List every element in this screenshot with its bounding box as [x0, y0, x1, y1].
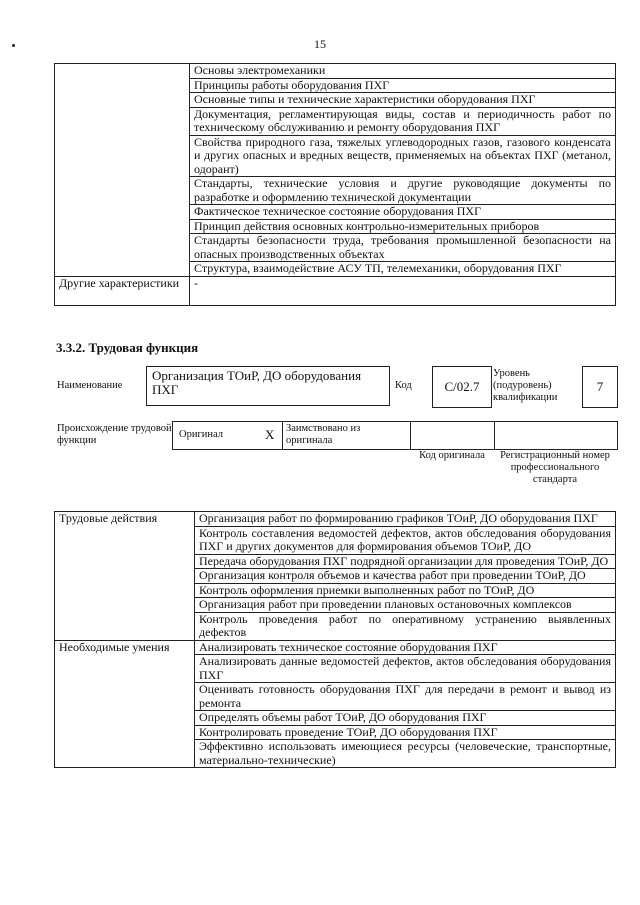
knowledge-item: Стандарты безопасности труда, требования промышленной безопасности на опасных производственных объектах — [190, 234, 616, 262]
original-mark: X — [265, 427, 275, 442]
origin-label: Происхождение трудовой функции — [57, 423, 172, 446]
reg-number-cell — [495, 422, 617, 449]
labor-action-item: Передача оборудования ПХГ подрядной организации для проведения ТОиР, ДО — [195, 554, 616, 569]
code-original-label: Код оригинала — [419, 450, 485, 461]
labor-action-item: Организация работ при проведении плановых остановочных комплексов — [195, 598, 616, 613]
labor-action-item: Контроль оформления приемки выполненных работ по ТОиР, ДО — [195, 583, 616, 598]
borrowed-label: Заимствовано из оригинала — [286, 423, 361, 446]
level-value-box: 7 — [582, 366, 618, 408]
other-characteristics-value: - — [190, 276, 616, 305]
labor-table — [54, 511, 616, 768]
knowledge-item: Документация, регламентирующая виды, состав и периодичность работ по техническому обслуживанию и ремонту оборудования ПХГ — [190, 107, 616, 135]
table-row — [55, 64, 616, 79]
skill-item: Определять объемы работ ТОиР, ДО оборудования ПХГ — [195, 711, 616, 726]
code-label: Код — [395, 380, 412, 391]
code-original-cell — [411, 422, 495, 449]
table-row — [55, 512, 616, 527]
page-number: 15 — [314, 37, 326, 51]
skill-item: Анализировать данные ведомостей дефектов, актов обследования оборудования ПХГ — [195, 655, 616, 683]
skill-item: Эффективно использовать имеющиеся ресурсы (человеческие, транспортные, материально-технические) — [195, 740, 616, 768]
original-label: Оригинал — [179, 429, 223, 440]
skill-item: Анализировать техническое состояние оборудования ПХГ — [195, 640, 616, 655]
knowledge-label-cell — [55, 64, 190, 277]
knowledge-item: Фактическое техническое состояние оборудования ПХГ — [190, 205, 616, 220]
level-label: Уровень (подуровень) квалификации — [493, 368, 558, 403]
labor-action-item: Контроль проведения работ по оперативному устранению выявленных дефектов — [195, 612, 616, 640]
skills-label: Необходимые умения — [55, 640, 195, 768]
table-row — [55, 640, 616, 655]
knowledge-item: Свойства природного газа, тяжелых углеводородных газов, газового конденсата и других опасных и вредных веществ, применяемых на объектах ПХГ (метанол, одорант) — [190, 135, 616, 177]
knowledge-item: Принцип действия основных контрольно-измерительных приборов — [190, 219, 616, 234]
code-value-box: C/02.7 — [432, 366, 492, 408]
table-row — [55, 276, 616, 305]
labor-action-item: Организация контроля объемов и качества работ при проведении ТОиР, ДО — [195, 569, 616, 584]
knowledge-item: Основы электромеханики — [190, 64, 616, 79]
knowledge-item: Принципы работы оборудования ПХГ — [190, 78, 616, 93]
name-value-box: Организация ТОиР, ДО оборудования ПХГ — [146, 366, 390, 406]
labor-action-item: Организация работ по формированию графиков ТОиР, ДО оборудования ПХГ — [195, 512, 616, 527]
skill-item: Оценивать готовность оборудования ПХГ для передачи в ремонт и вывод из ремонта — [195, 683, 616, 711]
labor-actions-label: Трудовые действия — [55, 512, 195, 641]
skill-item: Контролировать проведение ТОиР, ДО оборудования ПХГ — [195, 725, 616, 740]
other-characteristics-label: Другие характеристики — [55, 276, 190, 305]
knowledge-item: Структура, взаимодействие АСУ ТП, телемеханики, оборудования ПХГ — [190, 262, 616, 277]
section-title: 3.3.2. Трудовая функция — [56, 340, 199, 355]
knowledge-item: Основные типы и технические характеристики оборудования ПХГ — [190, 93, 616, 108]
borrowed-cell — [283, 422, 411, 449]
knowledge-table — [54, 63, 616, 306]
labor-action-item: Контроль составления ведомостей дефектов, актов обследования оборудования ПХГ и других документов для формирования объемов ТОиР, ДО — [195, 526, 616, 554]
knowledge-item: Стандарты, технические условия и другие руководящие документы по разработке и оформлению технической документации — [190, 177, 616, 205]
name-label: Наименование — [57, 380, 123, 391]
reg-number-label: Регистрационный номер профессионального стандарта — [500, 450, 610, 485]
origin-row — [172, 421, 618, 450]
original-cell — [173, 422, 283, 449]
